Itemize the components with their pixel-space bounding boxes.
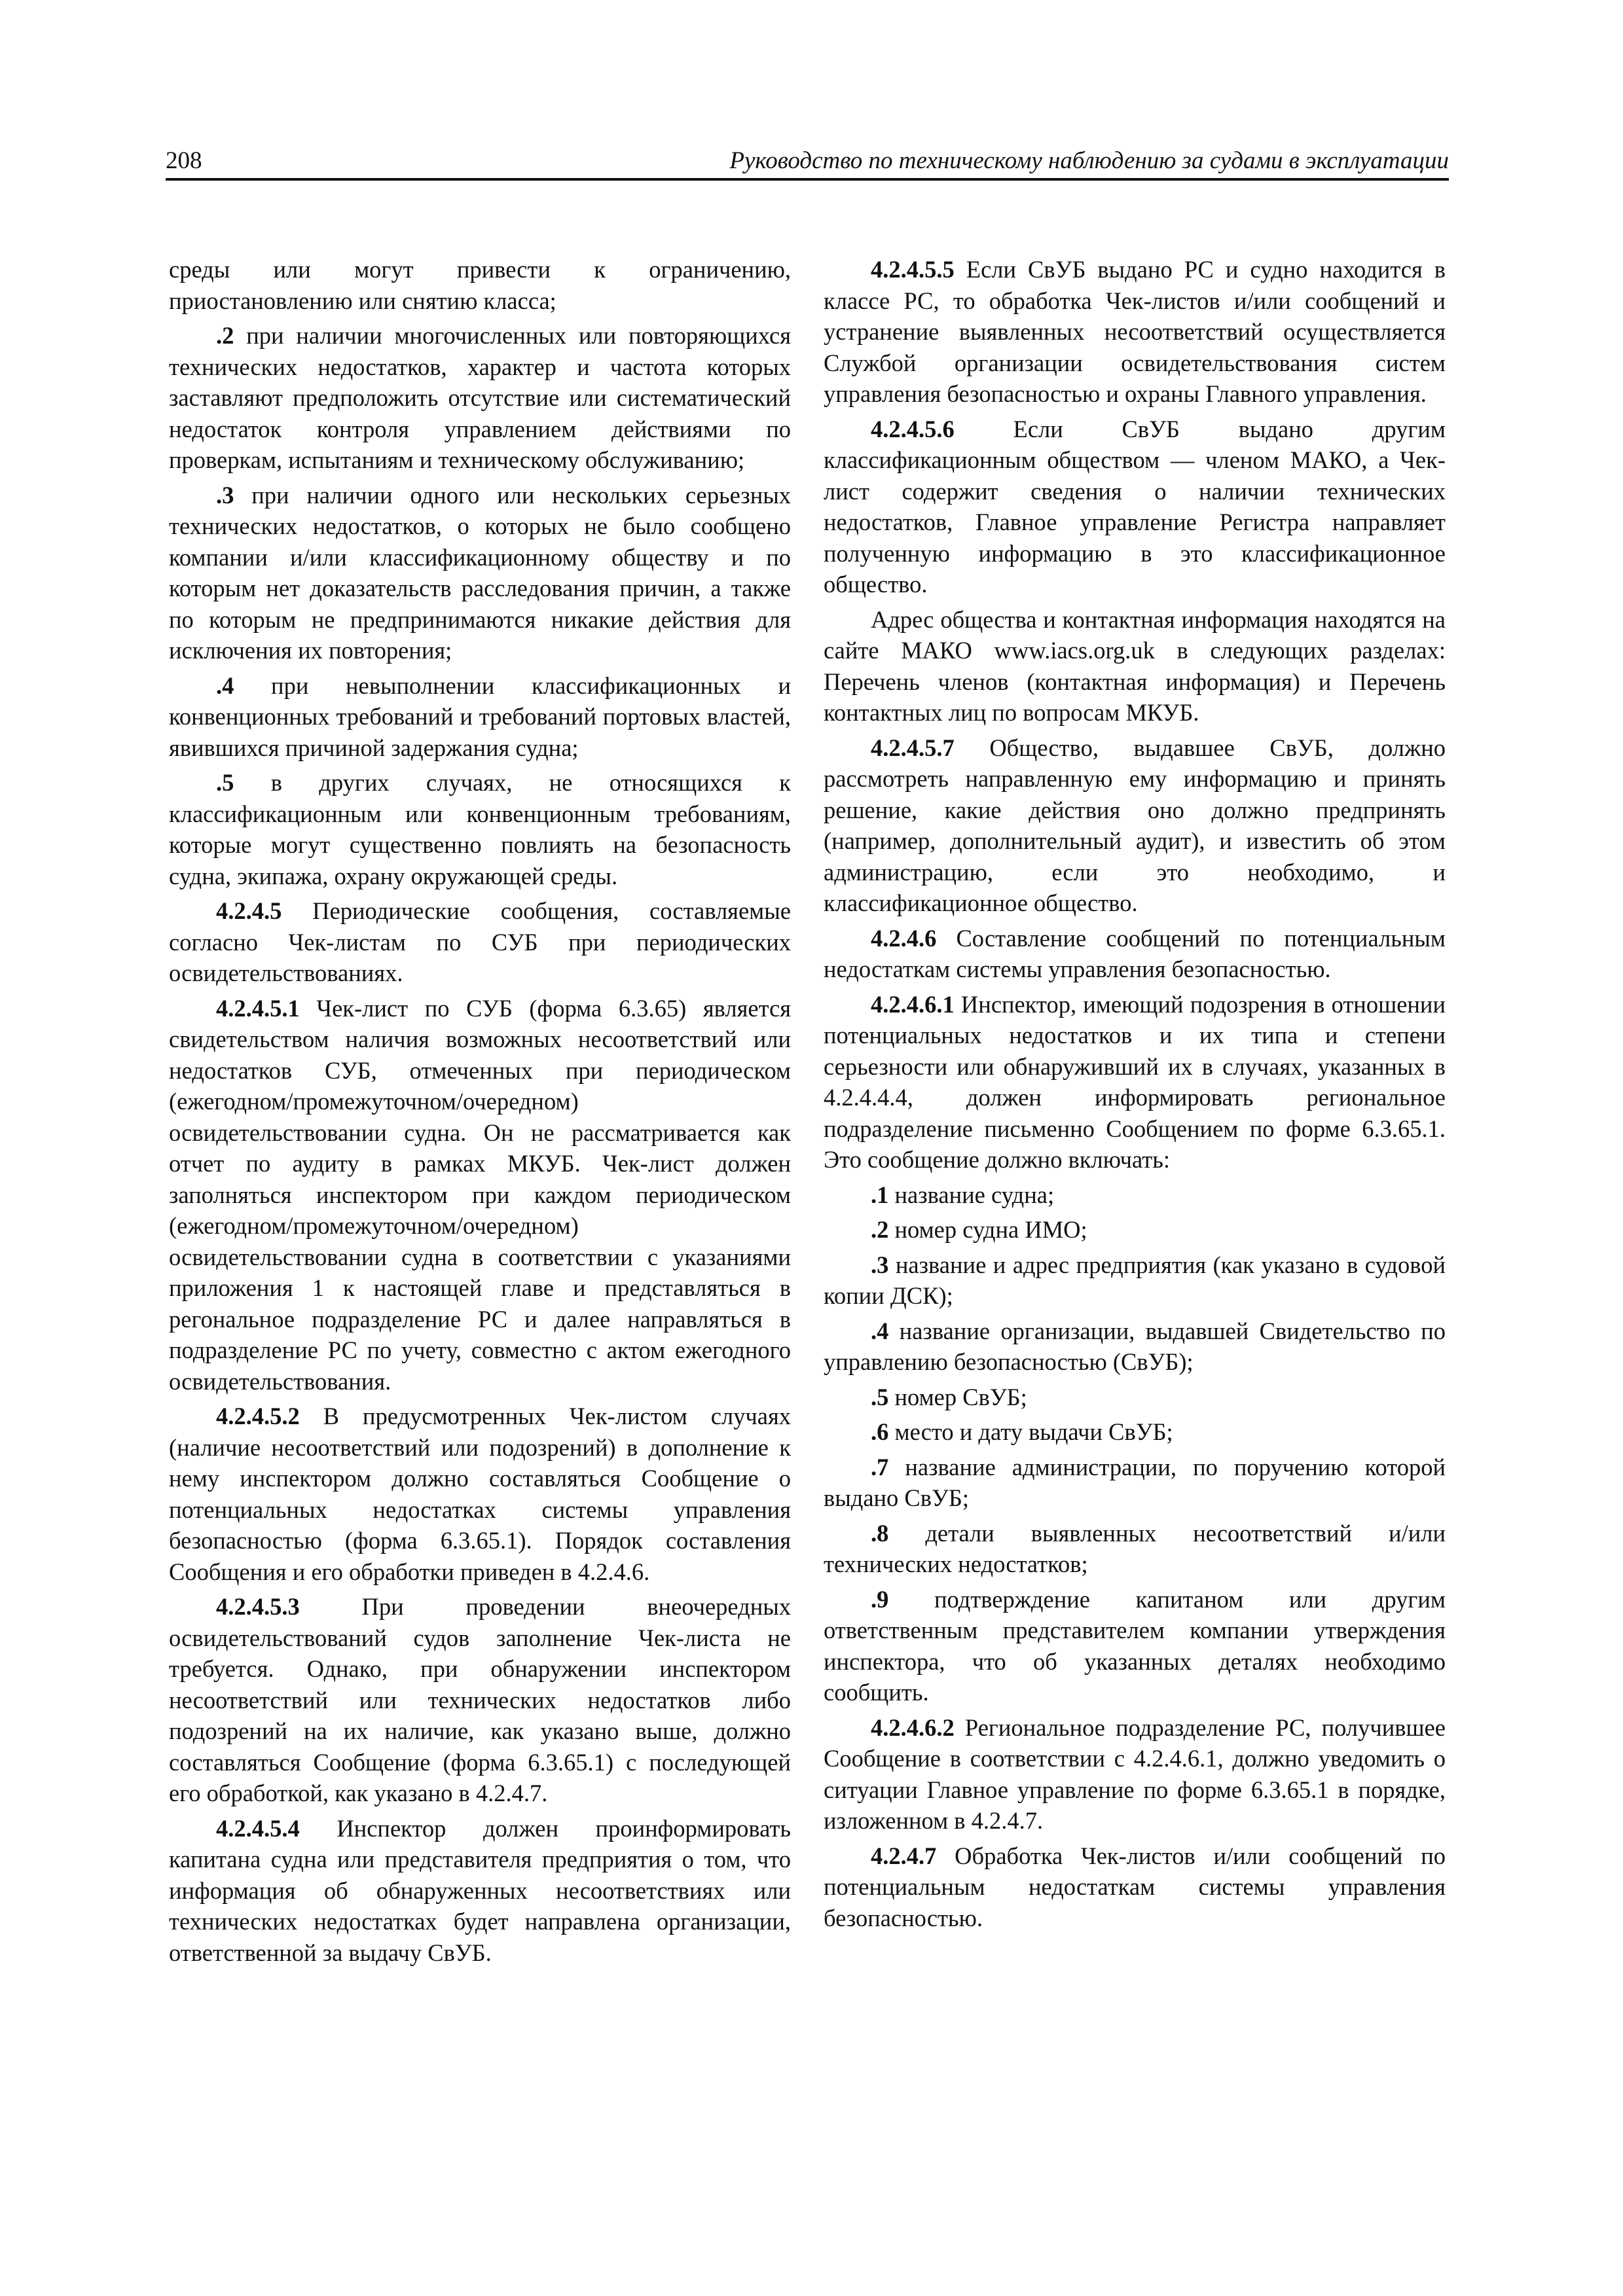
paragraph-text: при невыполнении классификационных и конвенционных требований и требований портовых властей, явившихся причиной задержания судна; [169,672,791,761]
paragraph-text: Адрес общества и контактная информация находятся на сайте МАКО www.iacs.org.uk в следующих разделах: Перечень членов (контактная информация) и Перечень контактных лиц по вопросам МКУБ. [824,605,1446,726]
clause-number: .4 [871,1317,889,1344]
paragraph-text: Если СвУБ выдано другим классификационным обществом — членом МАКО, а Чек-лист содержит сведения о наличии технических недостатков, Главное управление Регистра направляет полученную информацию в это классификационное общество. [824,415,1446,598]
paragraph [169,670,791,764]
clause-number: .2 [216,322,234,349]
paragraph-text: номер СвУБ; [888,1383,1027,1410]
clause-number: .8 [871,1519,889,1547]
clause-number: .5 [216,769,234,796]
list-item [824,1316,1446,1378]
clause-number: .1 [871,1181,889,1208]
clause-number: .6 [871,1418,889,1445]
paragraph-text: Периодические сообщения, составляемые согласно Чек-листам по СУБ при периодических освидетельствованиях. [169,897,791,986]
paragraph-text: при наличии одного или нескольких серьезных технических недостатков, о которых не было сообщено компании и/или классификационному обществу и по которым нет доказательств расследования причин, а также по которым не предпринимаются никакие действия для исключения их повторения; [169,481,791,664]
paragraph [824,1840,1446,1934]
page-number: 208 [166,147,202,174]
clause-number: .3 [216,481,234,509]
paragraph [824,254,1446,410]
paragraph-text: Общество, выдавшее СвУБ, должно рассмотреть направленную ему информацию и принять решение, какие действия оно должно предпринять (например, дополнительный аудит), и известить об этом администрацию, если это необходимо, и классификационное общество. [824,734,1446,916]
paragraph [169,480,791,666]
list-item [824,1249,1446,1312]
clause-number: .7 [871,1453,889,1480]
paragraph-text: Чек-лист по СУБ (форма 6.3.65) является свидетельством наличия возможных несоответствий или недостатков СУБ, отмеченных при периодическом (ежегодном/промежуточном/очередном) освидетельствовании судна. Он не рассматривается как отчет по аудиту в рамках МКУБ. Чек-лист должен заполняться инспектором при каждом периодическом (ежегодном/промежуточном/очередном) освидетельствовании судна в соответствии с указаниями приложения 1 к настоящей главе и представляться в регональное подразделение РС и далее направляться в подразделение РС по учету, совместно с актом ежегодного освидетельствования. [169,994,791,1395]
clause-number: .3 [871,1251,889,1278]
clause-number: 4.2.4.6 [871,924,937,952]
paragraph-text: Региональное подразделение РС, получившее Сообщение в соответствии с 4.2.4.6.1, должно уведомить о ситуации Главное управление по форме 6.3.65.1 в порядке, изложенном в 4.2.4.7. [824,1713,1446,1834]
paragraph [824,923,1446,985]
list-item [824,1416,1446,1448]
clause-number: 4.2.4.5.5 [871,256,955,283]
clause-number: 4.2.4.6.1 [871,990,955,1018]
paragraph-text: подтверждение капитаном или другим ответственным представителем компании утверждения инспектора, что об указанных деталях необходимо сообщить. [824,1585,1446,1706]
paragraph-text: в других случаях, не относящихся к классификационным или конвенционным требованиям, которые могут существенно повлиять на безопасность судна, экипажа, охрану окружающей среды. [169,769,791,889]
running-title: Руководство по техническому наблюдению за судами в эксплуатации [729,147,1449,174]
clause-number: 4.2.4.5.6 [871,415,955,442]
list-item [824,1179,1446,1211]
paragraph-text: В предусмотренных Чек-листом случаях (наличие несоответствий или подозрений) в дополнение к нему инспектором должно составляться Сообщение о потенциальных недостатках системы управления безопасностью (форма 6.3.65.1). Порядок составления Сообщения и его обработки приведен в 4.2.4.6. [169,1403,791,1585]
clause-number: .4 [216,672,234,699]
paragraph-text: При проведении внеочередных освидетельствований судов заполнение Чек-листа не требуется. Однако, при обнаружении инспектором несоответствий или технических недостатков либо подозрений на их наличие, как указано выше, должно составляться Сообщение (форма 6.3.65.1) с последующей его обработкой, как указано в 4.2.4.7. [169,1593,791,1806]
clause-number: 4.2.4.5.1 [216,994,300,1022]
paragraph-text: Инспектор должен проинформировать капитана судна или представителя предприятия о том, что информация об обнаруженных несоответствиях или технических недостатках будет направлена организации, ответственной за выдачу СвУБ. [169,1814,791,1966]
list-item [824,1518,1446,1580]
paragraph [169,1401,791,1587]
page-header [166,145,1449,177]
paragraph-text: Обработка Чек-листов и/или сообщений по потенциальным недостаткам системы управления безопасностью. [824,1842,1446,1931]
paragraph-text: название организации, выдавшей Свидетельство по управлению безопасностью (СвУБ); [824,1317,1446,1375]
paragraph [824,989,1446,1175]
clause-number: 4.2.4.5.2 [216,1403,300,1429]
list-item [824,1382,1446,1413]
paragraph [169,1813,791,1969]
paragraph-text: название и адрес предприятия (как указано в судовой копии ДСК); [824,1251,1446,1309]
paragraph-text: при наличии многочисленных или повторяющихся технических недостатков, характер и частота которых заставляют предположить отсутствие или систематический недостаток контроля управлением действиями по проверкам, испытаниям и техническому обслуживанию; [169,322,791,473]
paragraph [169,895,791,989]
paragraph [169,993,791,1397]
paragraph-text: Инспектор, имеющий подозрения в отношении потенциальных недостатков и их типа и степени серьезности или обнаруживший их в случаях, указанных в 4.2.4.4.4, должен информировать региональное подразделение письменно Сообщением по форме 6.3.65.1. Это сообщение должно включать: [824,990,1446,1173]
clause-number: 4.2.4.5.4 [216,1814,300,1842]
paragraph-text: детали выявленных несоответствий и/или технических недостатков; [824,1519,1446,1577]
paragraph [169,767,791,891]
paragraph-text: название судна; [888,1181,1055,1208]
header-rule [166,178,1449,181]
clause-number: 4.2.4.5 [216,897,282,924]
list-item [824,1452,1446,1514]
paragraph-text: название администрации, по поручению которой выдано СвУБ; [824,1453,1446,1511]
clause-number: .5 [871,1383,889,1410]
list-item [824,1214,1446,1246]
clause-number: 4.2.4.6.2 [871,1713,955,1741]
paragraph [169,320,791,476]
clause-number: 4.2.4.5.7 [871,734,955,761]
paragraph [824,414,1446,600]
paragraph-text: Если СвУБ выдано РС и судно находится в классе РС, то обработка Чек-листов и/или сообщений и устранение выявленных несоответствий осуществляется Службой организации освидетельствования систем управления безопасностью и охраны Главного управления. [824,256,1446,407]
clause-number: 4.2.4.5.3 [216,1593,300,1620]
paragraph-text: Составление сообщений по потенциальным недостаткам системы управления безопасностью. [824,924,1446,982]
left-column [169,254,791,1972]
clause-number: .2 [871,1216,889,1243]
clause-number: 4.2.4.7 [871,1842,937,1869]
paragraph [824,1712,1446,1837]
paragraph [169,254,791,316]
paragraph [169,1591,791,1809]
list-item [824,1584,1446,1708]
right-column [824,254,1446,1937]
paragraph [824,604,1446,728]
paragraph-text: место и дату выдачи СвУБ; [888,1418,1173,1445]
clause-number: .9 [871,1585,889,1613]
paragraph-text: номер судна ИМО; [888,1216,1087,1243]
paragraph [824,732,1446,919]
paragraph-text: среды или могут привести к ограничению, приостановлению или снятию класса; [169,256,791,314]
